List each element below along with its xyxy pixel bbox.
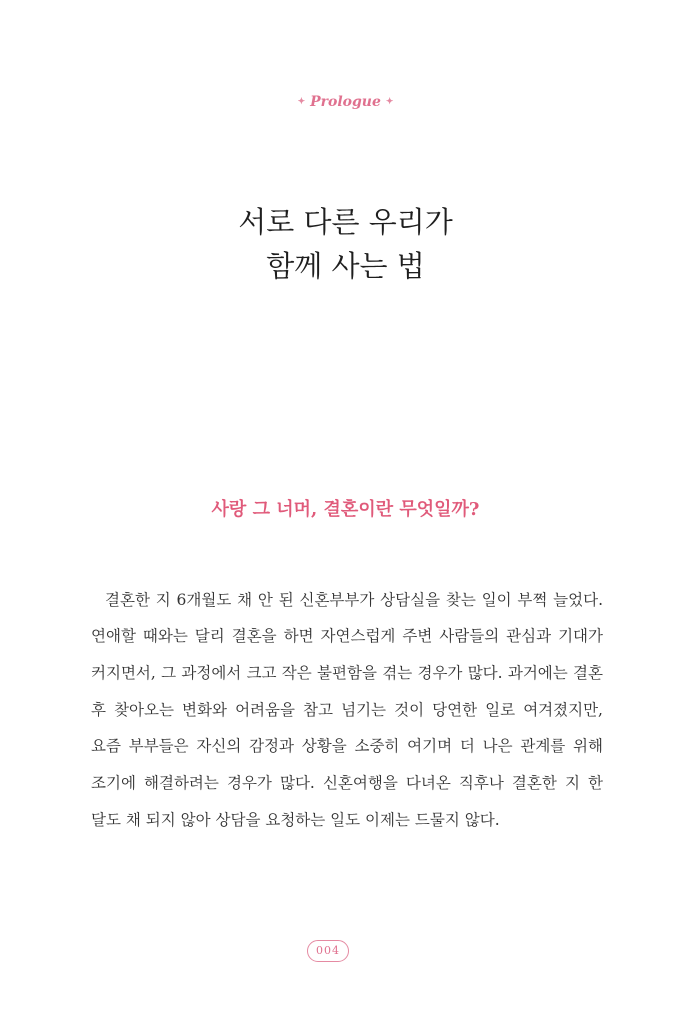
chapter-title-line-1: 서로 다른 우리가 xyxy=(238,205,453,239)
chapter-title xyxy=(0,200,691,288)
prologue-label: Prologue xyxy=(310,94,381,110)
chapter-title-line-2: 함께 사는 법 xyxy=(266,249,425,283)
star-ornament-right-icon: ✦ xyxy=(385,97,394,107)
section-heading: 사랑 그 너머, 결혼이란 무엇일까? xyxy=(211,499,480,520)
section-label xyxy=(0,94,691,110)
star-ornament-left-icon: ✦ xyxy=(297,97,306,107)
body-paragraph: 결혼한 지 6개월도 채 안 된 신혼부부가 상담실을 찾는 일이 부쩍 늘었다. 연애할 때와는 달리 결혼을 하면 자연스럽게 주변 사람들의 관심과 기대가 커지면서, 그 과정에서 크고 작은 불편함을 겪는 경우가 많다. 과거에는 결혼 후 찾아오는 변화와 어려움을 참고 넘기는 것이 당연한 일로 여겨졌지만, 요즘 부부들은 자신의 감정과 상황을 소중히 여기며 더 나은 관계를 위해 조기에 해결하려는 경우가 많다. 신혼여행을 다녀온 직후나 결혼한 지 한 달도 채 되지 않아 상담을 요청하는 일도 이제는 드물지 않다. xyxy=(91,590,603,829)
page-number: 004 xyxy=(307,940,349,962)
